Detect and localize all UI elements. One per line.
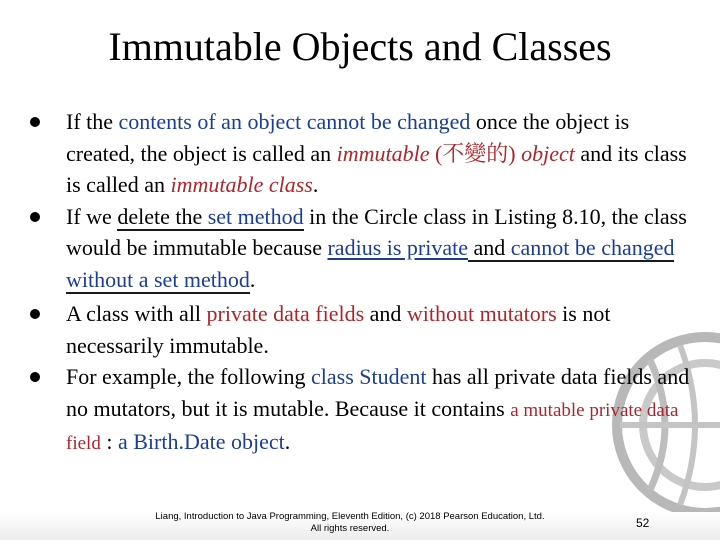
- bullet-dot-icon: [30, 212, 40, 222]
- bullet-list: [28, 106, 698, 460]
- bullet-item: If we delete the set method in the Circle class in Listing 8.10, the class would be immutable because radius is private and cannot be changed without a set method.: [28, 201, 698, 296]
- page-number: 52: [636, 516, 650, 530]
- bullet-dot-icon: [30, 309, 40, 319]
- footer-line-2: All rights reserved.: [310, 523, 390, 534]
- slide-title: Immutable Objects and Classes: [108, 24, 612, 69]
- bullet-dot-icon: [30, 117, 40, 127]
- bullet-item: A class with all private data fields and without mutators is not necessarily immutable.: [28, 298, 698, 361]
- footer-line-1: Liang, Introduction to Java Programming, Eleventh Edition, (c) 2018 Pearson Education, Ltd.: [155, 511, 545, 522]
- footer-citation: [140, 511, 560, 535]
- bullet-item: For example, the following class Student has all private data fields and no mutators, but it is mutable. Because it contains a mutable private data field : a Birth.Date object.: [28, 361, 698, 460]
- bullet-item: If the contents of an object cannot be changed once the object is created, the object is called an immutable (不變的) object and its class is called an immutable class.: [28, 106, 698, 201]
- bullet-dot-icon: [30, 372, 40, 382]
